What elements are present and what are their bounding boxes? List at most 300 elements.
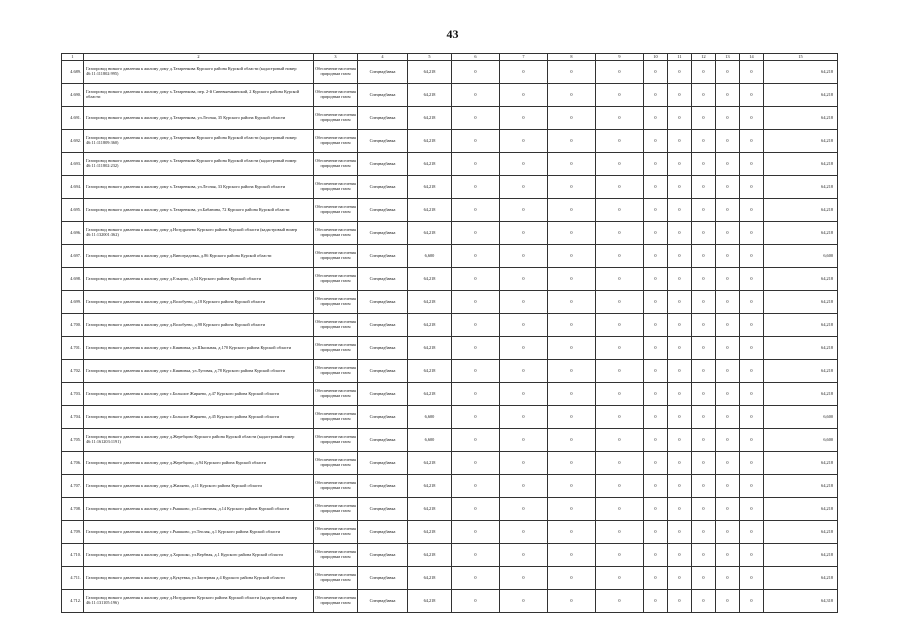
table-row [62,245,838,268]
row-value-col7: 0 [500,521,548,544]
row-description: Газопровод низкого давления к жилому дому х.Татаренкова, ул.Бабанина, 72 Курского района Курской области [84,199,314,222]
row-value-col7: 0 [500,176,548,199]
row-value-col12: 0 [692,452,716,475]
header-cell-14: 14 [740,54,764,61]
row-value-col7: 0 [500,337,548,360]
row-value-col13: 0 [716,475,740,498]
row-value-col14: 0 [740,153,764,176]
row-value-col7: 0 [500,199,548,222]
header-cell-6: 6 [452,54,500,61]
header-cell-2: 2 [84,54,314,61]
row-value-col8: 0 [548,498,596,521]
header-cell-4: 4 [358,54,408,61]
row-number: 4.709. [62,521,84,544]
row-value-col5: 64,218 [408,337,452,360]
row-value-col13: 0 [716,245,740,268]
row-value-col15: 64,218 [764,544,838,567]
table-row [62,406,838,429]
row-value-col7: 0 [500,452,548,475]
row-value-col11: 0 [668,406,692,429]
row-value-col9: 0 [596,406,644,429]
row-description: Газопровод низкого давления к жилому дому д.Виноградовка, д.86 Курского района Курской области [84,245,314,268]
row-value-col9: 0 [596,291,644,314]
table-row [62,314,838,337]
row-purpose: Обеспечение населения природным газом [314,452,358,475]
row-value-col6: 0 [452,314,500,337]
row-value-col7: 0 [500,314,548,337]
row-value-col9: 0 [596,84,644,107]
table-row [62,222,838,245]
row-funding-source: Спецнадбавка [358,291,408,314]
row-value-col7: 0 [500,268,548,291]
row-funding-source: Спецнадбавка [358,360,408,383]
row-value-col5: 64,218 [408,291,452,314]
row-description: Газопровод низкого давления к жилому дому с.Рышково, ул.Теплая, д.1 Курского района Курской области [84,521,314,544]
row-value-col15: 64,218 [764,521,838,544]
row-value-col13: 0 [716,176,740,199]
row-value-col8: 0 [548,107,596,130]
row-value-col15: 64,218 [764,475,838,498]
row-purpose: Обеспечение населения природным газом [314,590,358,613]
row-value-col6: 0 [452,498,500,521]
row-funding-source: Спецнадбавка [358,429,408,452]
row-number: 4.712. [62,590,84,613]
row-value-col15: 64,218 [764,268,838,291]
table-row [62,429,838,452]
row-number: 4.710. [62,544,84,567]
row-purpose: Обеспечение населения природным газом [314,314,358,337]
row-value-col9: 0 [596,498,644,521]
row-description: Газопровод низкого давления к жилому дому д.Жеребцово, д.94 Курского района Курской области [84,452,314,475]
row-value-col7: 0 [500,498,548,521]
row-value-col15: 64,318 [764,590,838,613]
row-funding-source: Спецнадбавка [358,544,408,567]
table-row [62,452,838,475]
row-value-col10: 0 [644,475,668,498]
row-value-col15: 64,218 [764,199,838,222]
row-description: Газопровод низкого давления к жилому дому х.Татаренкова Курского района Курской области (кадастровый номер 46:11:111802:232) [84,153,314,176]
row-value-col9: 0 [596,337,644,360]
row-value-col14: 0 [740,429,764,452]
header-cell-3: 3 [314,54,358,61]
row-value-col9: 0 [596,360,644,383]
row-funding-source: Спецнадбавка [358,383,408,406]
row-purpose: Обеспечение населения природным газом [314,337,358,360]
row-value-col11: 0 [668,521,692,544]
row-value-col12: 0 [692,337,716,360]
row-value-col12: 0 [692,291,716,314]
row-value-col12: 0 [692,130,716,153]
row-value-col6: 0 [452,199,500,222]
row-number: 4.693. [62,153,84,176]
row-number: 4.698. [62,268,84,291]
header-cell-9: 9 [596,54,644,61]
row-value-col10: 0 [644,130,668,153]
row-value-col8: 0 [548,452,596,475]
row-purpose: Обеспечение населения природным газом [314,429,358,452]
row-value-col5: 64,218 [408,61,452,84]
row-purpose: Обеспечение населения природным газом [314,176,358,199]
row-value-col11: 0 [668,475,692,498]
row-value-col13: 0 [716,521,740,544]
row-value-col12: 0 [692,107,716,130]
row-value-col8: 0 [548,153,596,176]
row-value-col10: 0 [644,521,668,544]
row-value-col6: 0 [452,61,500,84]
row-value-col10: 0 [644,245,668,268]
row-value-col7: 0 [500,360,548,383]
row-value-col6: 0 [452,429,500,452]
row-value-col9: 0 [596,268,644,291]
header-cell-5: 5 [408,54,452,61]
row-value-col10: 0 [644,268,668,291]
row-value-col9: 0 [596,153,644,176]
row-value-col7: 0 [500,84,548,107]
row-value-col7: 0 [500,61,548,84]
row-value-col8: 0 [548,567,596,590]
table-body [62,61,838,613]
row-value-col14: 0 [740,406,764,429]
row-value-col11: 0 [668,245,692,268]
row-purpose: Обеспечение населения природным газом [314,153,358,176]
row-value-col15: 6,600 [764,429,838,452]
table-row [62,176,838,199]
row-value-col12: 0 [692,544,716,567]
row-purpose: Обеспечение населения природным газом [314,498,358,521]
row-value-col15: 64,218 [764,337,838,360]
row-funding-source: Спецнадбавка [358,268,408,291]
row-description: Газопровод низкого давления к жилому дому д.Татаренкова Курского района Курской области (кадастровый номер 46:11:111802:995) [84,61,314,84]
row-value-col14: 0 [740,383,764,406]
row-purpose: Обеспечение населения природным газом [314,291,358,314]
row-description: Газопровод низкого давления к жилому дому д.Нозудрачево Курского района Курской области (кадастровый номер 46:11:132001:362) [84,222,314,245]
row-value-col14: 0 [740,337,764,360]
row-value-col10: 0 [644,199,668,222]
row-value-col11: 0 [668,337,692,360]
row-description: Газопровод низкого давления к жилому дому д.Жеребцово Курского района Курской области (кадастровый номер 46:11:161203:1191) [84,429,314,452]
row-value-col10: 0 [644,383,668,406]
row-value-col5: 64,218 [408,544,452,567]
row-value-col6: 0 [452,107,500,130]
row-value-col7: 0 [500,153,548,176]
row-value-col11: 0 [668,199,692,222]
row-number: 4.691. [62,107,84,130]
row-number: 4.706. [62,452,84,475]
table-row [62,544,838,567]
row-funding-source: Спецнадбавка [358,452,408,475]
row-value-col5: 64,218 [408,153,452,176]
row-value-col14: 0 [740,314,764,337]
row-value-col12: 0 [692,475,716,498]
row-value-col7: 0 [500,383,548,406]
row-purpose: Обеспечение населения природным газом [314,222,358,245]
row-value-col10: 0 [644,429,668,452]
row-value-col15: 64,218 [764,130,838,153]
row-value-col10: 0 [644,314,668,337]
row-value-col14: 0 [740,130,764,153]
row-value-col5: 64,218 [408,199,452,222]
row-value-col8: 0 [548,314,596,337]
row-value-col12: 0 [692,567,716,590]
row-value-col7: 0 [500,475,548,498]
row-value-col11: 0 [668,314,692,337]
row-description: Газопровод низкого давления к жилому дому д.Татаренкова, ул.Лесная, 35 Курского района Курской области [84,107,314,130]
row-funding-source: Спецнадбавка [358,337,408,360]
row-value-col13: 0 [716,268,740,291]
row-value-col14: 0 [740,222,764,245]
row-value-col11: 0 [668,544,692,567]
row-value-col12: 0 [692,84,716,107]
row-value-col10: 0 [644,176,668,199]
row-value-col5: 64,218 [408,268,452,291]
row-value-col12: 0 [692,429,716,452]
row-value-col8: 0 [548,245,596,268]
table-row [62,337,838,360]
row-value-col7: 0 [500,245,548,268]
row-value-col14: 0 [740,521,764,544]
header-cell-12: 12 [692,54,716,61]
row-value-col13: 0 [716,383,740,406]
header-cell-7: 7 [500,54,548,61]
row-value-col10: 0 [644,498,668,521]
row-value-col12: 0 [692,153,716,176]
row-value-col15: 6,600 [764,406,838,429]
row-number: 4.694. [62,176,84,199]
row-funding-source: Спецнадбавка [358,130,408,153]
row-value-col14: 0 [740,199,764,222]
row-value-col5: 6,600 [408,245,452,268]
row-value-col14: 0 [740,268,764,291]
row-value-col7: 0 [500,590,548,613]
header-cell-8: 8 [548,54,596,61]
row-value-col9: 0 [596,521,644,544]
row-funding-source: Спецнадбавка [358,498,408,521]
header-row [62,54,838,61]
row-value-col12: 0 [692,314,716,337]
row-value-col8: 0 [548,291,596,314]
row-description: Газопровод низкого давления к жилому дому с.Кияновка, ул.Луговая, д.78 Курского района Курской области [84,360,314,383]
row-funding-source: Спецнадбавка [358,590,408,613]
investment-table [61,53,838,613]
row-number: 4.711. [62,567,84,590]
row-value-col6: 0 [452,383,500,406]
row-value-col14: 0 [740,61,764,84]
row-funding-source: Спецнадбавка [358,245,408,268]
row-value-col15: 64,218 [764,498,838,521]
row-value-col9: 0 [596,130,644,153]
row-purpose: Обеспечение населения природным газом [314,245,358,268]
row-value-col11: 0 [668,429,692,452]
row-purpose: Обеспечение населения природным газом [314,544,358,567]
table-row [62,360,838,383]
row-value-col9: 0 [596,452,644,475]
row-value-col10: 0 [644,84,668,107]
table-row [62,590,838,613]
row-funding-source: Спецнадбавка [358,176,408,199]
row-value-col9: 0 [596,199,644,222]
row-value-col13: 0 [716,544,740,567]
table-row [62,475,838,498]
row-value-col12: 0 [692,360,716,383]
row-number: 4.699. [62,291,84,314]
row-value-col5: 6,600 [408,406,452,429]
table-row [62,84,838,107]
row-value-col12: 0 [692,222,716,245]
row-value-col5: 64,218 [408,452,452,475]
header-cell-13: 13 [716,54,740,61]
row-value-col15: 64,218 [764,61,838,84]
row-value-col11: 0 [668,153,692,176]
row-value-col13: 0 [716,153,740,176]
row-value-col6: 0 [452,176,500,199]
row-value-col12: 0 [692,176,716,199]
row-value-col14: 0 [740,590,764,613]
row-purpose: Обеспечение населения природным газом [314,406,358,429]
row-number: 4.707. [62,475,84,498]
row-purpose: Обеспечение населения природным газом [314,268,358,291]
row-value-col12: 0 [692,245,716,268]
row-value-col6: 0 [452,406,500,429]
row-purpose: Обеспечение населения природным газом [314,567,358,590]
row-value-col5: 64,218 [408,176,452,199]
row-value-col13: 0 [716,337,740,360]
row-value-col5: 64,218 [408,84,452,107]
row-value-col8: 0 [548,383,596,406]
row-value-col7: 0 [500,130,548,153]
row-value-col13: 0 [716,130,740,153]
row-value-col13: 0 [716,590,740,613]
table-header [62,54,838,61]
row-value-col6: 0 [452,222,500,245]
row-description: Газопровод низкого давления к жилому дому с.Рышково, ул.Солнечная, д.14 Курского района Курской области [84,498,314,521]
row-value-col14: 0 [740,84,764,107]
row-description: Газопровод низкого давления к жилому дому х.Татаренкова, ул.Лесная, 33 Курского района Курской области [84,176,314,199]
row-funding-source: Спецнадбавка [358,61,408,84]
row-value-col9: 0 [596,475,644,498]
row-value-col11: 0 [668,107,692,130]
row-value-col7: 0 [500,222,548,245]
row-value-col12: 0 [692,268,716,291]
row-value-col15: 64,218 [764,383,838,406]
row-value-col6: 0 [452,521,500,544]
row-number: 4.704. [62,406,84,429]
row-value-col8: 0 [548,222,596,245]
row-value-col10: 0 [644,222,668,245]
row-value-col14: 0 [740,291,764,314]
table-row [62,521,838,544]
row-value-col13: 0 [716,567,740,590]
row-value-col9: 0 [596,544,644,567]
row-value-col8: 0 [548,590,596,613]
row-value-col12: 0 [692,590,716,613]
row-value-col11: 0 [668,268,692,291]
row-value-col7: 0 [500,429,548,452]
row-description: Газопровод низкого давления к жилому дому д.Волобуево, д.98 Курского района Курской области [84,314,314,337]
row-value-col8: 0 [548,61,596,84]
row-funding-source: Спецнадбавка [358,84,408,107]
header-cell-11: 11 [668,54,692,61]
row-value-col7: 0 [500,567,548,590]
row-value-col12: 0 [692,498,716,521]
row-value-col15: 64,218 [764,314,838,337]
row-description: Газопровод низкого давления к жилому дому д.Татаренкова Курского района Курской области (кадастровый номер 46:11:111809:360) [84,130,314,153]
row-value-col14: 0 [740,176,764,199]
row-value-col9: 0 [596,429,644,452]
row-value-col8: 0 [548,360,596,383]
row-number: 4.689. [62,61,84,84]
row-value-col6: 0 [452,153,500,176]
row-value-col9: 0 [596,107,644,130]
row-value-col6: 0 [452,84,500,107]
row-value-col11: 0 [668,383,692,406]
table-row [62,61,838,84]
row-value-col6: 0 [452,590,500,613]
row-value-col13: 0 [716,360,740,383]
header-cell-10: 10 [644,54,668,61]
row-value-col7: 0 [500,107,548,130]
row-value-col8: 0 [548,199,596,222]
row-value-col11: 0 [668,222,692,245]
row-funding-source: Спецнадбавка [358,314,408,337]
row-value-col14: 0 [740,498,764,521]
row-number: 4.696. [62,222,84,245]
header-cell-1: 1 [62,54,84,61]
row-value-col8: 0 [548,84,596,107]
row-value-col12: 0 [692,199,716,222]
row-number: 4.692. [62,130,84,153]
row-value-col11: 0 [668,291,692,314]
row-value-col6: 0 [452,452,500,475]
row-value-col10: 0 [644,567,668,590]
row-value-col5: 64,218 [408,590,452,613]
row-purpose: Обеспечение населения природным газом [314,130,358,153]
row-description: Газопровод низкого давления к жилому дому д.Волобуево, д.18 Курского района Курской области [84,291,314,314]
row-value-col5: 64,218 [408,314,452,337]
row-value-col7: 0 [500,544,548,567]
table-row [62,199,838,222]
row-value-col5: 64,218 [408,521,452,544]
row-value-col8: 0 [548,176,596,199]
row-value-col8: 0 [548,406,596,429]
row-value-col15: 64,218 [764,107,838,130]
row-value-col10: 0 [644,153,668,176]
row-value-col15: 64,218 [764,567,838,590]
row-purpose: Обеспечение населения природным газом [314,475,358,498]
row-value-col9: 0 [596,590,644,613]
row-number: 4.695. [62,199,84,222]
row-value-col6: 0 [452,544,500,567]
row-value-col10: 0 [644,590,668,613]
row-value-col9: 0 [596,567,644,590]
row-value-col15: 6,600 [764,245,838,268]
row-value-col8: 0 [548,130,596,153]
document-table-wrapper [61,53,837,613]
row-value-col11: 0 [668,360,692,383]
row-value-col11: 0 [668,567,692,590]
row-value-col15: 64,218 [764,153,838,176]
row-value-col9: 0 [596,245,644,268]
row-value-col15: 64,218 [764,291,838,314]
table-row [62,291,838,314]
row-purpose: Обеспечение населения природным газом [314,61,358,84]
row-value-col7: 0 [500,406,548,429]
row-value-col13: 0 [716,61,740,84]
row-value-col12: 0 [692,61,716,84]
row-value-col12: 0 [692,383,716,406]
row-value-col10: 0 [644,360,668,383]
row-value-col5: 64,218 [408,360,452,383]
row-value-col6: 0 [452,268,500,291]
